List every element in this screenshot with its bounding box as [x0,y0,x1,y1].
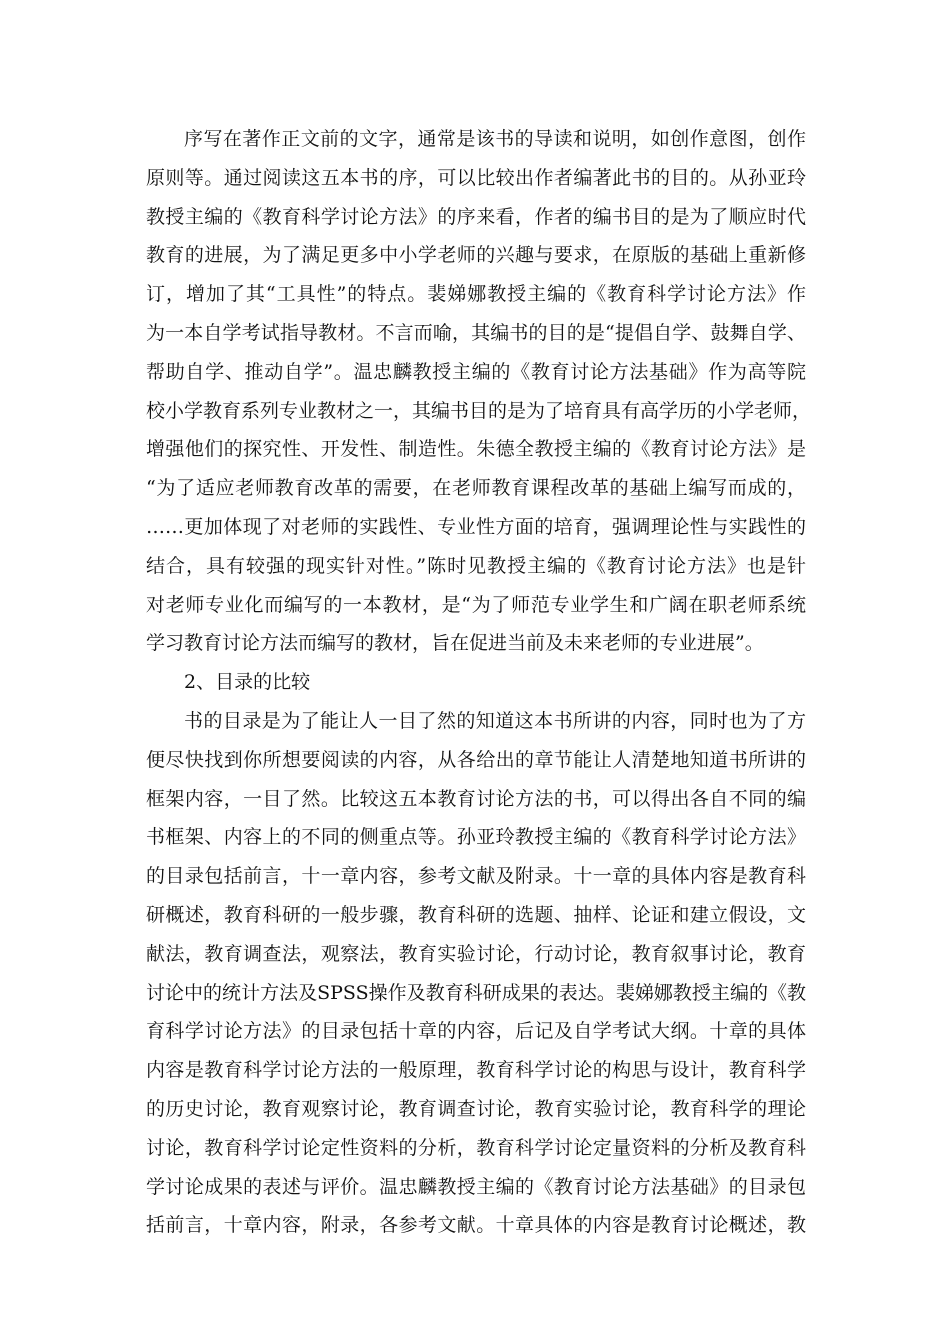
paragraph-line: 便尽快找到你所想要阅读的内容，从各给出的章节能让人清楚地知道书所讲的 [146,748,806,771]
paragraph-line: 增强他们的探究性、开发性、制造性。朱德全教授主编的《教育讨论方法》是 [146,438,806,461]
paragraph-line: 书的目录是为了能让人一目了然的知道这本书所讲的内容，同时也为了方 [184,709,806,732]
paragraph-line: 教授主编的《教育科学讨论方法》的序来看，作者的编书目的是为了顺应时代 [146,205,806,228]
paragraph-line: 括前言，十章内容，附录，各参考文献。十章具体的内容是教育讨论概述，教 [146,1214,806,1237]
paragraph-line: 献法，教育调查法，观察法，教育实验讨论，行动讨论，教育叙事讨论，教育 [146,942,806,965]
paragraph-line: 教育的进展，为了满足更多中小学老师的兴趣与要求，在原版的基础上重新修 [146,244,806,267]
paragraph-line: 框架内容，一目了然。比较这五本教育讨论方法的书，可以得出各自不同的编 [146,787,806,810]
paragraph-line: 的历史讨论，教育观察讨论，教育调查讨论，教育实验讨论，教育科学的理论 [146,1097,806,1120]
paragraph-line: 结合，具有较强的现实针对性。”陈时见教授主编的《教育讨论方法》也是针 [146,554,806,577]
paragraph-line: 学讨论成果的表述与评价。温忠麟教授主编的《教育讨论方法基础》的目录包 [146,1175,806,1198]
paragraph-line: 序写在著作正文前的文字，通常是该书的导读和说明，如创作意图，创作 [184,128,806,150]
paragraph-line: “为了适应老师教育改革的需要，在老师教育课程改革的基础上编写而成的， [146,477,806,500]
paragraph-line: 学习教育讨论方法而编写的教材，旨在促进当前及未来老师的专业进展”。 [146,632,764,655]
paragraph-line: 为一本自学考试指导教材。不言而喻，其编书的目的是“提倡自学、鼓舞自学、 [146,321,806,344]
paragraph-line: 原则等。通过阅读这五本书的序，可以比较出作者编著此书的目的。从孙亚玲 [146,166,806,189]
paragraph-line: ……更加体现了对老师的实践性、专业性方面的培育，强调理论性与实践性的 [146,515,806,538]
body-text [146,120,812,1245]
paragraph-contents-comparison [146,702,806,1245]
paragraph-preface-comparison [146,120,812,663]
paragraph-line: 的目录包括前言，十一章内容，参考文献及附录。十一章的具体内容是教育科 [146,865,806,888]
paragraph-line: 育科学讨论方法》的目录包括十章的内容，后记及自学考试大纲。十章的具体 [146,1020,806,1043]
paragraph-line: 研概述，教育科研的一般步骤，教育科研的选题、抽样、论证和建立假设，文 [146,903,806,926]
paragraph-line: 校小学教育系列专业教材之一，其编书目的是为了培育具有高学历的小学老师， [146,399,812,422]
section-heading: 2、目录的比较 [184,671,311,694]
paragraph-line: 讨论，教育科学讨论定性资料的分析，教育科学讨论定量资料的分析及教育科 [146,1136,806,1159]
paragraph-line: 帮助自学、推动自学”。温忠麟教授主编的《教育讨论方法基础》作为高等院 [146,360,806,383]
paragraph-line: 对老师专业化而编写的一本教材，是“为了师范专业学生和广阔在职老师系统 [146,593,806,616]
paragraph-line: 内容是教育科学讨论方法的一般原理，教育科学讨论的构思与设计，教育科学 [146,1059,806,1082]
paragraph-line: 书框架、内容上的不同的侧重点等。孙亚玲教授主编的《教育科学讨论方法》 [146,826,806,849]
paragraph-line: 订，增加了其“工具性”的特点。裴娣娜教授主编的《教育科学讨论方法》作 [146,283,806,306]
paragraph-line: 讨论中的统计方法及SPSS操作及教育科研成果的表达。裴娣娜教授主编的《教 [146,981,806,1004]
